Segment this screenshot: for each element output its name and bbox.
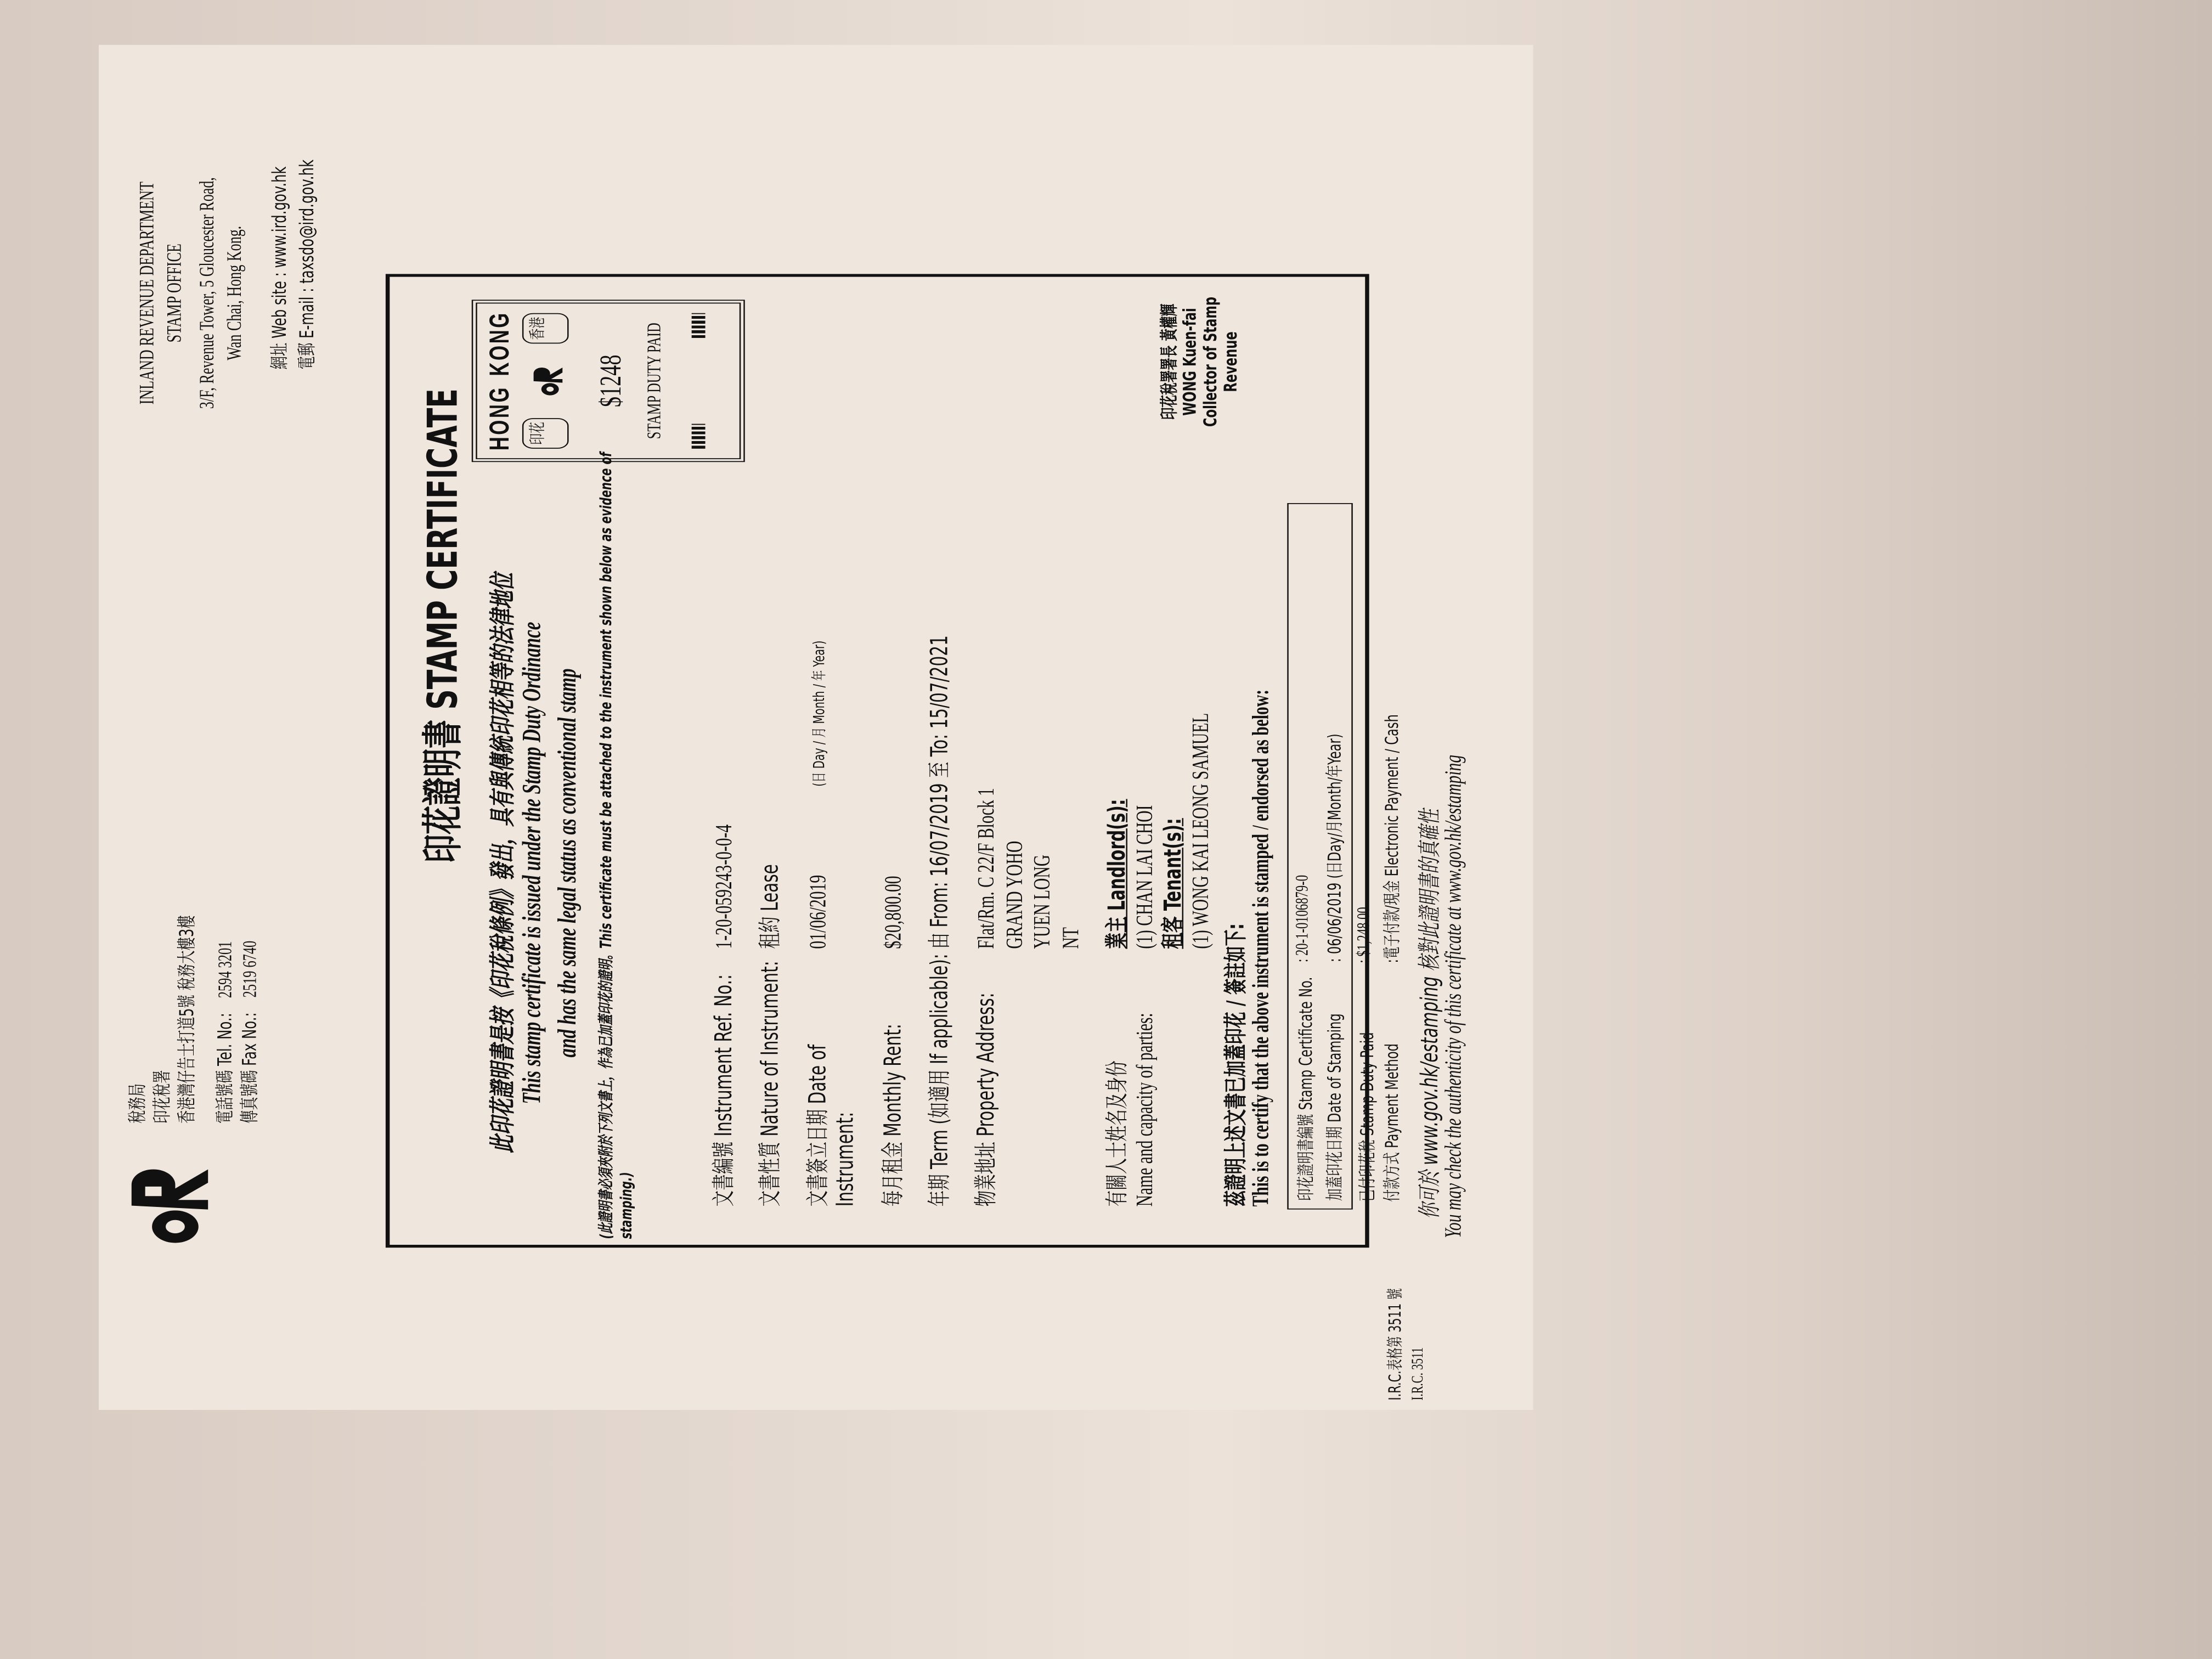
instrument-fields [711,635,1216,1206]
field-label: 文書編號 Instrument Ref. No.: [710,974,738,1207]
stamp-duty-paid-impression [472,300,745,462]
detail-value: : $1,248.00 [1352,907,1374,963]
field-row [973,635,1085,1206]
collector-block [1155,281,1242,443]
stamp-kong: KONG [485,311,516,376]
address-line-1: Flat/Rm. C 22/F Block 1 [973,788,1000,949]
detail-value: : 06/06/2019 (日Day/月Month/年Year) [1325,733,1346,962]
certificate-title: 印花證明書 STAMP CERTIFICATE [420,388,468,863]
collector-name: WONG Kuen-fai [1181,308,1201,416]
header-dept-zh: 稅務局 [127,1083,150,1124]
field-row [711,635,739,1206]
collector-zh: 印花稅署署長 黃權輝 [1160,303,1181,420]
header-address-line-2: Wan Chai, Hong Kong. [224,225,246,360]
form-code-zh: I.R.C.表格第 3511 號 [1385,1288,1405,1401]
field-row [805,635,861,1206]
field-value: $20,800.00 [879,876,906,949]
address-line-2: GRAND YOHO [1001,840,1028,949]
field-value: 由 From: 16/07/2019 至 To: 15/07/2021 [926,635,954,949]
field-row [927,635,955,1206]
tel-value: 2594 3201 [216,941,237,998]
detail-label: 加蓋印花日期 Date of Stamping [1325,1013,1346,1201]
parties-list [1104,713,1215,949]
fax-label: 傳真號碼 Fax No.: [239,1012,262,1124]
detail-label: 印花證明書編號 Stamp Certificate No. [1296,977,1318,1201]
verify-note-zh: 你可於 www.gov.hk/estamping 核對此證明書的真確性 [1417,809,1444,1219]
field-label: 文書性質 Nature of Instrument: [758,961,785,1207]
header-office-en: STAMP OFFICE [164,243,187,343]
field-value: 1-20-059243-0-0-4 [710,824,737,949]
field-row [879,635,907,1206]
header-dept-en: INLAND REVENUE DEPARTMENT [137,182,159,405]
stamping-heading-en: This is to certify that the above instrument is stamped / endorsed as below: [1248,689,1274,1207]
stamp-label: STAMP DUTY PAID [645,323,666,439]
header-office-zh: 印花稅署 [152,1070,174,1124]
stamping-detail-extra [1353,503,1380,1210]
stamp-seal-right: 香港 [522,313,569,344]
header-address-line-1: 3/F, Revenue Tower, 5 Gloucester Road, [197,177,219,409]
detail-label: 已付印花稅 Stamp Duty Paid [1358,1032,1379,1202]
field-hint: (日 Day / 月 Month / 年 Year) [810,640,828,787]
stamp-seal-left: 印花 [522,418,569,449]
verify-note-en: You may check the authenticity of this certificate at www.gov.hk/estamping [1440,754,1466,1238]
stamp-logo-icon [522,365,569,397]
collector-title: Collector of Stamp Revenue [1201,296,1243,427]
detail-label: 付款方式 Payment Method [1383,1043,1403,1202]
tel-label: 電話號碼 Tel. No.: [215,1013,237,1124]
subtitle-en-1: This stamp certificate is issued under the Stamp Duty Ordinance [518,622,547,1104]
header-email: 電郵 E-mail : taxsdo@ird.gov.hk [297,159,319,370]
subtitle-en-2: and has the same legal status as conventional stamp [554,668,583,1058]
header-fax [235,941,263,1124]
stamp-bottom-marks [667,303,706,458]
ird-logo-icon [115,1162,211,1248]
form-code-en: I.R.C. 3511 [1407,1347,1427,1401]
field-label: 每月租金 Monthly Rent: [879,1024,907,1207]
field-label: 文書簽立日期 Date of Instrument: [804,1044,860,1207]
header-address-zh: 香港灣仔告士打道5號 稅務大樓3樓 [176,915,199,1124]
address-line-4: NT [1057,927,1084,949]
detail-value: :電子付款/現金 Electronic Payment / Cash [1383,714,1403,963]
parties-row [1104,635,1215,1206]
parties-label-zh: 有關人士姓名及身份 [1104,1060,1132,1207]
field-label: 物業地址 Property Address: [973,992,1001,1207]
address-line-3: YUEN LONG [1029,854,1056,949]
header-tel [211,941,238,1124]
field-value: 01/06/2019 [804,874,831,949]
field-label: 年期 Term (如適用 If applicable): [926,953,954,1207]
tenant-name: (1) WONG KAI LEONG SAMUEL [1187,713,1214,949]
landlord-name: (1) CHAN LAI CHOI [1132,805,1158,949]
certificate-frame [386,274,1369,1248]
header-website: 網址 Web site : www.ird.gov.hk [269,166,292,370]
stamping-heading-zh: 茲證明上述文書已加蓋印花 / 簽註如下: [1223,923,1251,1207]
fax-value: 2519 6740 [240,940,262,998]
stamp-pattern-right-icon [692,313,706,338]
detail-value: : 20-1-010687​9-0 [1291,874,1312,962]
stamp-certificate-page [99,45,1533,1410]
landlord-heading: 業主 Landlord(s): [1104,799,1132,949]
stamp-hong: HONG [485,385,516,451]
attachment-note: (此證明書必須夾附於下列文書上，作為已加蓋印花的證明。This certificate must be attached to the instrument shown below as evidence of stamping.) [596,452,636,1239]
parties-label-en: Name and capacity of parties: [1132,1013,1158,1207]
stamp-amount: $1248 [593,354,628,408]
parties-label [1104,949,1215,1207]
stamp-pattern-left-icon [692,424,706,449]
field-value-block [973,788,1085,949]
stamping-detail-extra-2 [1378,503,1405,1210]
tenant-heading: 租客 Tenant(s): [1159,818,1187,949]
subtitle-zh: 此印花證明書是按《印花稅條例》發出，具有與傳統印花相等的法律地位 [488,573,518,1153]
field-value: 租約 Lease [758,864,785,949]
stamping-detail-box [1287,503,1353,1210]
field-row [758,635,786,1206]
